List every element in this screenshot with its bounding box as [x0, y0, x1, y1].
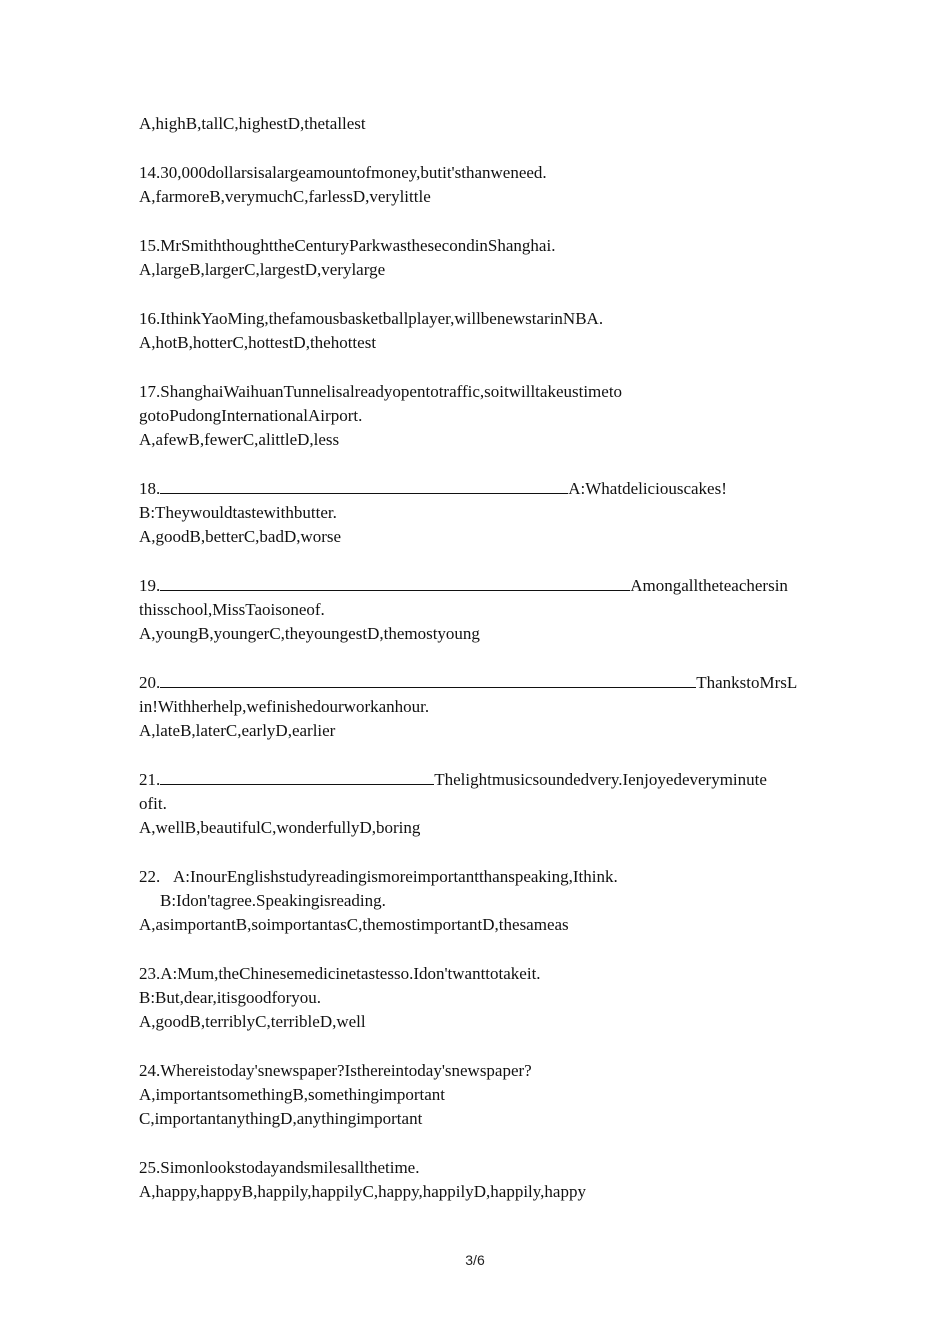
q20-stem	[139, 671, 819, 695]
q19-line2: thisschool,MissTaoisoneof.	[139, 600, 325, 619]
q20-answer-blank	[160, 671, 696, 688]
q17-stem-line1: 17.ShanghaiWaihuanTunnelisalreadyopentotraffic,soitwilltakeustimeto	[139, 382, 623, 401]
q21-line2: ofit.	[139, 794, 167, 813]
q18-stem	[139, 477, 819, 501]
q21-number: 21.	[139, 770, 161, 789]
q22-line2: B:Idon'tagree.Speakingisreading.	[160, 891, 386, 910]
q23-options: A,goodB,terriblyC,terribleD,well	[139, 1012, 366, 1031]
q25-options: A,happy,happyB,happily,happilyC,happy,happilyD,happily,happy	[139, 1182, 586, 1201]
q22-line1: 22. A:InourEnglishstudyreadingismoreimportantthanspeaking,Ithink.	[139, 867, 618, 886]
q22-options: A,asimportantB,soimportantasC,themostimportantD,thesameas	[139, 915, 569, 934]
q18-answer-blank	[160, 477, 568, 494]
q16-options: A,hotB,hotterC,hottestD,thehottest	[139, 333, 377, 352]
q21-stem	[139, 768, 819, 792]
q15-options: A,largeB,largerC,largestD,verylarge	[139, 260, 386, 279]
q18-options: A,goodB,betterC,badD,worse	[139, 527, 342, 546]
q21-tail: Thelightmusicsoundedvery.Ienjoyedeveryminute	[434, 770, 767, 789]
q19-tail: Amongalltheteachersin	[630, 576, 788, 595]
q18-tail: A:Whatdeliciouscakes!	[568, 479, 727, 498]
page-number: 3/6	[465, 1252, 485, 1268]
q19-stem	[139, 574, 819, 598]
q21-options: A,wellB,beautifulC,wonderfullyD,boring	[139, 818, 421, 837]
q14-stem: 14.30,000dollarsisalargeamountofmoney,butit'sthanweneed.	[139, 163, 547, 182]
q17-stem-line2: gotoPudongInternationalAirport.	[139, 406, 363, 425]
q14-options: A,farmoreB,verymuchC,farlessD,verylittle	[139, 187, 431, 206]
q19-number: 19.	[139, 576, 161, 595]
q16-stem: 16.IthinkYaoMing,thefamousbasketballplayer,willbenewstarinNBA.	[139, 309, 604, 328]
q21-answer-blank	[160, 768, 434, 785]
q18-line2: B:Theywouldtastewithbutter.	[139, 503, 337, 522]
q20-number: 20.	[139, 673, 161, 692]
q17-options: A,afewB,fewerC,alittleD,less	[139, 430, 340, 449]
q18-number: 18.	[139, 479, 161, 498]
document-page	[139, 112, 819, 1204]
q19-options: A,youngB,youngerC,theyoungestD,themostyoung	[139, 624, 480, 643]
q13-options: A,highB,tallC,highestD,thetallest	[139, 114, 366, 133]
q24-stem: 24.Whereistoday'snewspaper?Isthereintoday'snewspaper?	[139, 1061, 532, 1080]
q23-line1: 23.A:Mum,theChinesemedicinetastesso.Idon'twanttotakeit.	[139, 964, 541, 983]
q24-options-line1: A,importantsomethingB,somethingimportant	[139, 1085, 445, 1104]
q20-line2: in!Withherhelp,wefinishedourworkanhour.	[139, 697, 430, 716]
q20-options: A,lateB,laterC,earlyD,earlier	[139, 721, 336, 740]
q20-tail: ThankstoMrsL	[696, 673, 798, 692]
q25-stem: 25.Simonlookstodayandsmilesallthetime.	[139, 1158, 420, 1177]
q24-options-line2: C,importantanythingD,anythingimportant	[139, 1109, 423, 1128]
q15-stem: 15.MrSmiththoughttheCenturyParkwasthesecondinShanghai.	[139, 236, 556, 255]
q23-line2: B:But,dear,itisgoodforyou.	[139, 988, 322, 1007]
q19-answer-blank	[160, 574, 630, 591]
